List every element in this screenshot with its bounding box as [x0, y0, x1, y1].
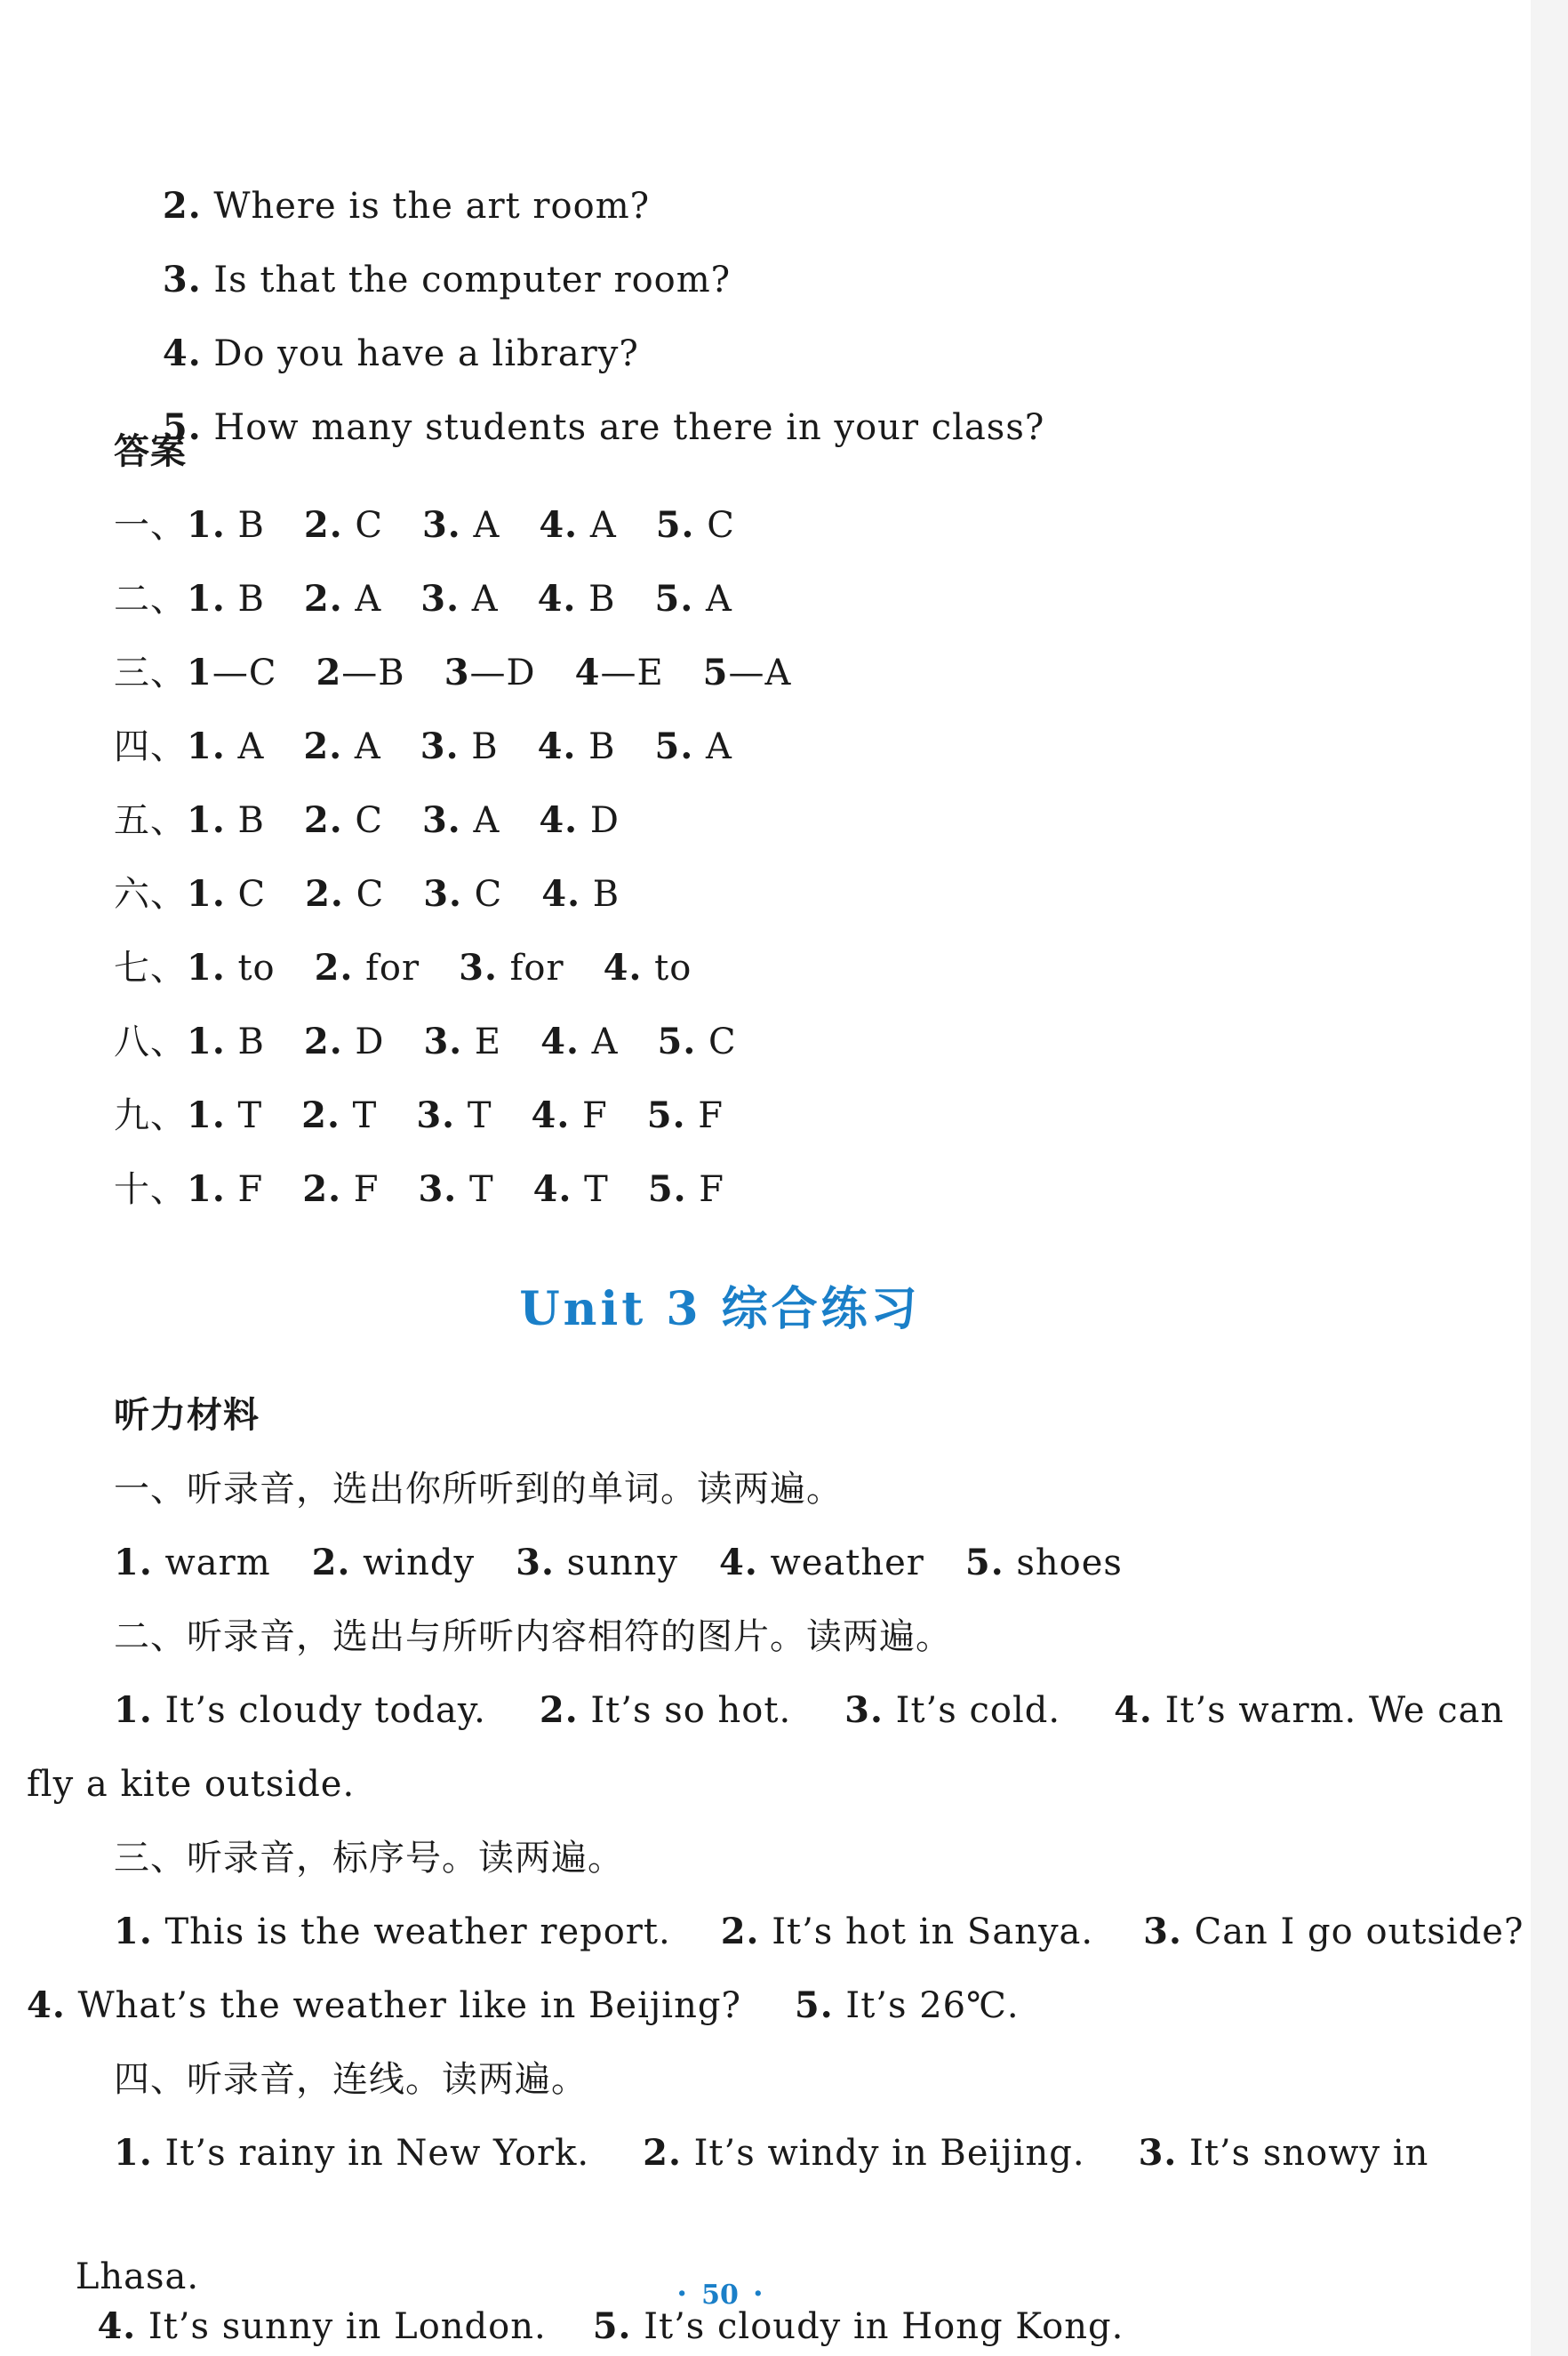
item-number: 5. [592, 2305, 632, 2347]
item-number: 2. [539, 1689, 579, 1731]
item-text: shoes [1004, 1543, 1123, 1583]
item-text: for [497, 948, 564, 989]
answer-item-2 [301, 1091, 377, 1141]
item-number: 5. [647, 1168, 687, 1210]
answer-item-2 [304, 796, 383, 845]
section3-title: 三、听录音，标序号。读两遍。 [114, 1838, 624, 1879]
item-number: 4. [532, 1168, 572, 1210]
item-number: 1. [187, 578, 226, 620]
item-text: A [693, 726, 732, 767]
item-number: 1. [114, 1542, 153, 1583]
answer-item-2 [305, 869, 384, 919]
answer-item-2 [316, 648, 404, 698]
section4b-item-2 [593, 2306, 1124, 2347]
item-text: C [696, 1022, 737, 1062]
answer-row-prefix: 八、 [114, 1022, 187, 1062]
answer-item-3 [444, 648, 536, 698]
item-number: 4 [574, 652, 601, 693]
item-text: E [462, 1022, 502, 1062]
item-text: C [225, 874, 267, 915]
unit-title: Unit 3 综合练习 [519, 1282, 921, 1336]
item-text: It’s hot in Sanya. [759, 1911, 1094, 1952]
answer-item-1 [187, 648, 276, 698]
answer-item-2 [304, 501, 383, 550]
item-text: D [578, 800, 620, 841]
question-2: 2. Where is the art room? [162, 185, 651, 227]
answer-item-4 [533, 1165, 609, 1214]
item-number: 1 [187, 652, 212, 693]
answer-row [114, 501, 735, 550]
answer-row [114, 1091, 724, 1141]
answer-item-3 [422, 501, 500, 550]
item-text: It’s warm. We can [1152, 1690, 1505, 1731]
item-text: B [225, 579, 265, 620]
item-text: It’s so hot. [578, 1690, 792, 1731]
answer-row [114, 796, 620, 845]
answer-item-5 [703, 648, 792, 698]
item-number: 3. [420, 578, 460, 620]
item-number: 5. [657, 1021, 697, 1062]
section2-item-2 [540, 1690, 791, 1731]
item-number: 3. [516, 1542, 555, 1583]
item-number: 3. [418, 1168, 458, 1210]
item-number: 3. [1143, 1911, 1182, 1952]
answer-row-prefix: 七、 [114, 948, 187, 989]
item-text: T [225, 1095, 263, 1136]
answer-item-2 [304, 1017, 385, 1067]
section3-item-3 [1143, 1911, 1524, 1952]
item-text: B [459, 726, 499, 767]
section1-item-1 [114, 1543, 271, 1583]
section4-item-1 [114, 2133, 589, 2174]
item-text: A [693, 579, 732, 620]
item-text: B [225, 1022, 265, 1062]
item-number: 3. [459, 947, 498, 989]
answer-item-3 [423, 869, 502, 919]
item-number: 2 [316, 652, 342, 693]
answer-item-3 [420, 574, 498, 624]
item-number: 1. [187, 947, 226, 989]
item-text: windy [350, 1543, 476, 1583]
item-text: weather [757, 1543, 924, 1583]
section4-title: 四、听录音，连线。读两遍。 [114, 2059, 588, 2100]
item-text: C [343, 874, 385, 915]
item-number: 4. [603, 947, 643, 989]
section4-item-3 [1139, 2133, 1429, 2174]
item-text: F [341, 1169, 380, 1210]
answer-row-prefix: 一、 [114, 505, 187, 546]
item-number: 2. [305, 873, 344, 915]
answer-item-5 [655, 574, 732, 624]
answer-item-2 [315, 943, 420, 993]
item-number: 4. [531, 1094, 571, 1136]
item-number: 2. [303, 578, 343, 620]
answer-row-prefix: 四、 [114, 726, 187, 767]
item-text: —D [469, 653, 536, 693]
item-text: T [572, 1169, 609, 1210]
item-text: F [685, 1095, 724, 1136]
item-number: 5. [964, 1542, 1004, 1583]
question-5: 5. How many students are there in your class? [162, 406, 1045, 448]
item-text: It’s cloudy in Hong Kong. [631, 2306, 1124, 2347]
answer-row [114, 1017, 737, 1067]
answer-item-2 [302, 1165, 379, 1214]
answer-item-4 [604, 943, 692, 993]
item-text: It’s snowy in [1177, 2133, 1429, 2174]
item-text: C [342, 505, 383, 546]
answer-item-4 [540, 1017, 618, 1067]
section1-item-4 [719, 1543, 924, 1583]
item-number: 3. [420, 725, 460, 767]
item-text: It’s 26℃. [833, 1985, 1020, 2026]
item-text: A [460, 800, 500, 841]
item-text: B [576, 579, 616, 620]
item-number: 2. [303, 725, 343, 767]
answer-row-prefix: 九、 [114, 1095, 187, 1136]
answer-item-3 [418, 1165, 493, 1214]
answer-row [114, 943, 692, 993]
item-number: 4. [537, 725, 577, 767]
answer-item-1 [187, 722, 264, 772]
item-number: 1. [114, 1911, 153, 1952]
item-number: 5. [654, 725, 694, 767]
item-text: A [460, 505, 500, 546]
page-number [0, 2276, 1440, 2312]
answer-row-prefix: 六、 [114, 874, 187, 915]
answer-item-4 [539, 501, 616, 550]
answer-row-prefix: 二、 [114, 579, 187, 620]
section3-item-1 [114, 1911, 671, 1952]
answer-row [114, 1165, 724, 1214]
item-number: 3. [423, 873, 462, 915]
item-text: T [340, 1095, 378, 1136]
answer-item-5 [647, 1091, 724, 1141]
answer-item-4 [538, 574, 616, 624]
question-4: 4. Do you have a library? [162, 333, 639, 374]
answer-row [114, 574, 732, 624]
item-number: 1. [187, 1168, 226, 1210]
item-text: It’s cold. [883, 1690, 1061, 1731]
page-dot-right: · [752, 2276, 764, 2312]
item-text: It’s windy in Beijing. [681, 2133, 1085, 2174]
section2-line1 [114, 1686, 1504, 1735]
item-number: 1. [187, 799, 226, 841]
answer-item-4 [541, 869, 620, 919]
item-number: 4. [537, 578, 577, 620]
item-number: 2. [643, 2132, 682, 2174]
item-number: 1. [187, 1021, 226, 1062]
section3-item-2 [721, 1911, 1093, 1952]
answer-item-3 [459, 943, 564, 993]
item-number: 2. [720, 1911, 760, 1952]
section2-item-4 [1114, 1690, 1504, 1731]
answer-item-3 [422, 796, 500, 845]
item-text: A [579, 1022, 619, 1062]
answer-item-4 [532, 1091, 608, 1141]
item-text: B [225, 505, 265, 546]
item-number: 1. [114, 1689, 153, 1731]
answer-item-1 [187, 796, 265, 845]
section3-line2 [27, 1981, 1020, 2031]
answer-item-3 [423, 1017, 501, 1067]
item-number: 4. [1114, 1689, 1153, 1731]
section1-item-5 [965, 1543, 1123, 1583]
answer-item-1 [187, 869, 266, 919]
answer-row [114, 648, 791, 698]
answer-item-1 [187, 1091, 262, 1141]
answer-item-1 [187, 943, 276, 993]
answer-row [114, 869, 620, 919]
answer-item-1 [187, 574, 265, 624]
item-number: 1. [187, 1094, 226, 1136]
answer-item-1 [187, 501, 265, 550]
item-number: 2. [302, 1168, 341, 1210]
item-text: Can I go outside? [1181, 1911, 1524, 1952]
section3b-item-2 [795, 1985, 1020, 2026]
item-number: 5. [655, 504, 695, 546]
item-text: T [457, 1169, 494, 1210]
item-number: 1. [187, 873, 226, 915]
item-number: 3. [416, 1094, 456, 1136]
item-text: —C [212, 653, 277, 693]
item-text: for [353, 948, 420, 989]
item-text: B [580, 874, 620, 915]
item-text: B [225, 800, 265, 841]
item-number: 3 [444, 652, 470, 693]
item-text: C [461, 874, 503, 915]
answer-item-4 [575, 648, 664, 698]
item-text: A [342, 579, 382, 620]
item-text: This is the weather report. [152, 1911, 671, 1952]
answer-item-4 [538, 722, 616, 772]
answer-item-1 [187, 1017, 265, 1067]
answer-item-2 [304, 574, 381, 624]
item-text: It’s rainy in New York. [152, 2133, 590, 2174]
section4-line1 [114, 2128, 1428, 2178]
answer-row [114, 722, 732, 772]
answer-item-5 [658, 1017, 737, 1067]
item-text: A [578, 505, 617, 546]
answer-item-3 [416, 1091, 492, 1141]
page-number-text: 50 [701, 2280, 739, 2311]
item-text: A [460, 579, 499, 620]
item-number: 5. [794, 1984, 834, 2026]
item-number: 3. [421, 504, 461, 546]
question-3: 3. Is that the computer room? [162, 259, 732, 301]
item-text: B [576, 726, 616, 767]
section1-item-3 [516, 1543, 678, 1583]
item-text: F [686, 1169, 725, 1210]
answer-item-5 [656, 501, 735, 550]
answer-item-4 [539, 796, 620, 845]
section3b-item-1 [27, 1985, 741, 2026]
section3-line1 [114, 1907, 1524, 1957]
item-number: 2. [301, 1094, 340, 1136]
answer-item-5 [648, 1165, 724, 1214]
item-number: 3. [1138, 2132, 1178, 2174]
item-number: 4. [539, 504, 579, 546]
answer-row-prefix: 三、 [114, 653, 187, 693]
item-number: 4. [540, 1021, 580, 1062]
page-dot-left: · [676, 2276, 688, 2312]
section1-items [114, 1538, 1123, 1588]
section2-item-1 [114, 1690, 486, 1731]
item-text: to [642, 948, 692, 989]
item-text: —A [728, 653, 792, 693]
item-number: 5 [702, 652, 729, 693]
answer-item-1 [187, 1165, 263, 1214]
item-number: 2. [303, 799, 343, 841]
section2-title: 二、听录音，选出与所听内容相符的图片。读两遍。 [114, 1616, 952, 1657]
section4b-item-1 [97, 2306, 546, 2347]
item-number: 4. [719, 1542, 758, 1583]
item-number: 4. [27, 1984, 66, 2026]
item-number: 2. [303, 504, 343, 546]
item-number: 1. [187, 504, 226, 546]
item-text: It’s sunny in London. [136, 2306, 547, 2347]
item-text: —B [341, 653, 405, 693]
item-number: 4. [97, 2305, 137, 2347]
item-text: What’s the weather like in Beijing? [65, 1985, 741, 2026]
item-text: A [225, 726, 265, 767]
item-text: T [455, 1095, 492, 1136]
answer-row-prefix: 五、 [114, 800, 187, 841]
item-number: 2. [314, 947, 354, 989]
section1-title: 一、听录音，选出你所听到的单词。读两遍。 [114, 1469, 843, 1510]
item-text: F [225, 1169, 264, 1210]
section4-item-2 [643, 2133, 1084, 2174]
answer-item-5 [655, 722, 732, 772]
answers-heading: 答案 [114, 431, 187, 472]
item-text: F [570, 1095, 608, 1136]
item-text: C [694, 505, 735, 546]
item-number: 3. [421, 799, 461, 841]
item-number: 1. [187, 725, 226, 767]
item-number: 3. [423, 1021, 463, 1062]
item-text: C [342, 800, 383, 841]
section2-line2: fly a kite outside. [27, 1764, 356, 1805]
item-number: 2. [303, 1021, 343, 1062]
listening-heading: 听力材料 [114, 1395, 260, 1436]
item-number: 3. [844, 1689, 884, 1731]
item-text: to [225, 948, 276, 989]
item-text: —E [600, 653, 664, 693]
item-number: 1. [114, 2132, 153, 2174]
item-number: 4. [539, 799, 579, 841]
answer-item-2 [303, 722, 380, 772]
item-number: 5. [646, 1094, 686, 1136]
item-text: D [342, 1022, 385, 1062]
section2-item-3 [844, 1690, 1060, 1731]
answer-row-prefix: 十、 [114, 1169, 187, 1210]
section4-line2-start: Lhasa. [75, 2256, 200, 2297]
item-number: 2. [311, 1542, 351, 1583]
item-text: A [342, 726, 381, 767]
item-text: sunny [554, 1543, 678, 1583]
item-number: 5. [654, 578, 694, 620]
item-number: 4. [541, 873, 581, 915]
answer-item-3 [420, 722, 499, 772]
item-text: warm [152, 1543, 271, 1583]
section1-item-2 [312, 1543, 475, 1583]
item-text: It’s cloudy today. [152, 1690, 486, 1731]
